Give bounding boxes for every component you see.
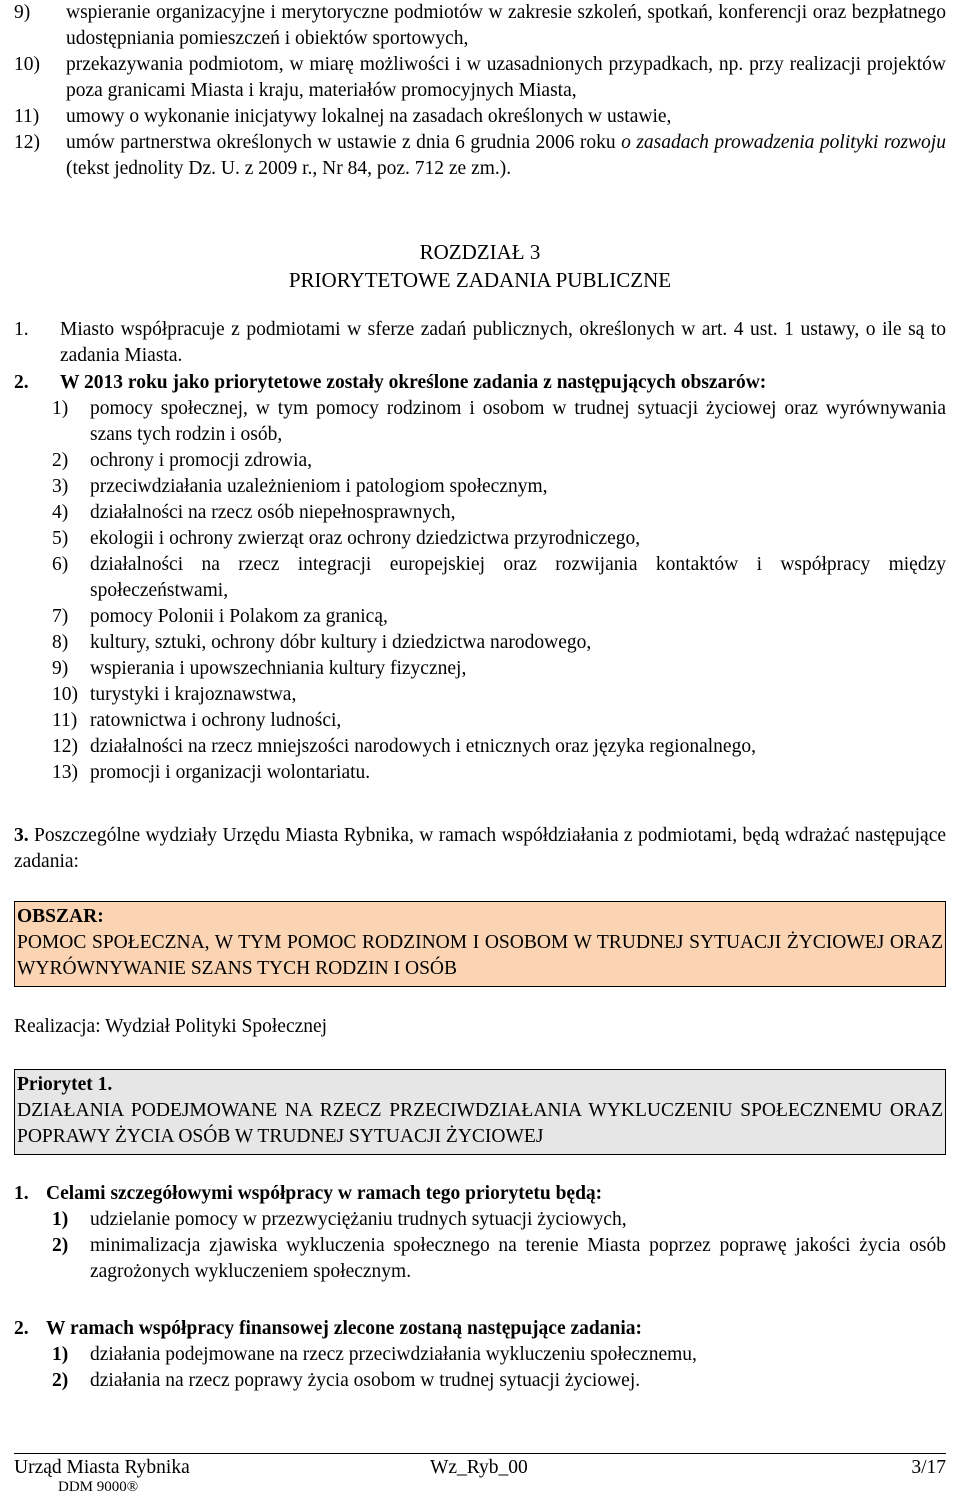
- goals-heading-text: Celami szczegółowymi współpracy w ramach tego priorytetu będą:: [46, 1183, 603, 1204]
- list-number: 8): [52, 632, 69, 653]
- priority-label: Priorytet 1.: [17, 1074, 113, 1095]
- list-number: 10): [52, 684, 78, 705]
- list-number: 1): [52, 398, 69, 419]
- list-text: ratownictwa i ochrony ludności,: [90, 710, 342, 731]
- list-number: 1): [52, 1209, 69, 1230]
- list-text: (tekst jednolity Dz. U. z 2009 r., Nr 84, poz. 712 ze zm.).: [66, 158, 512, 179]
- section-number: 1.: [14, 1183, 29, 1204]
- list-item: [14, 52, 946, 104]
- list-text: pomocy społecznej, w tym pomocy rodzinom i osobom w trudnej sytuacji życiowej oraz wyrównywania szans tych rodzin i osób,: [90, 398, 946, 445]
- section-text: Poszczególne wydziały Urzędu Miasta Rybnika, w ramach współdziałania z podmiotami, będą wdrażać następujące zadania:: [14, 825, 946, 872]
- list-item: [52, 630, 946, 656]
- list-item: [52, 1342, 946, 1368]
- tasks-heading: [14, 1316, 946, 1342]
- list-text: ochrony i promocji zdrowia,: [90, 450, 313, 471]
- page-footer: [14, 1453, 946, 1495]
- list-item: [52, 448, 946, 474]
- list-item: [14, 0, 946, 52]
- footer-sub: DDM 9000®: [58, 1479, 139, 1495]
- list-text: działalności na rzecz osób niepełnosprawnych,: [90, 502, 456, 523]
- list-text: ekologii i ochrony zwierząt oraz ochrony dziedzictwa przyrodniczego,: [90, 528, 641, 549]
- list-text: działalności na rzecz mniejszości narodowych i etnicznych oraz języka regionalnego,: [90, 736, 756, 757]
- list-text: minimalizacja zjawiska wykluczenia społecznego na terenie Miasta poprzez poprawę jakości życia osób zagrożonych wykluczeniem społecznym.: [90, 1235, 946, 1282]
- area-box: [14, 901, 946, 987]
- list-text: wspierania i upowszechniania kultury fizycznej,: [90, 658, 467, 679]
- footer-document-code: Wz_Ryb_00: [430, 1457, 528, 1478]
- area-text: POMOC SPOŁECZNA, W TYM POMOC RODZINOM I OSOBOM W TRUDNEJ SYTUACJI ŻYCIOWEJ ORAZ WYRÓWNYWANIE SZANS TYCH RODZIN I OSÓB: [17, 932, 943, 979]
- list-text: działalności na rzecz integracji europejskiej oraz rozwijania kontaktów i współpracy między społeczeństwami,: [90, 554, 946, 601]
- footer-page-number: 3/17: [911, 1457, 946, 1478]
- tasks-list: [52, 1342, 946, 1394]
- list-item: [52, 396, 946, 448]
- list-number: 9): [52, 658, 69, 679]
- list-text: przekazywania podmiotom, w miarę możliwości i w uzasadnionych przypadkach, np. przy realizacji projektów poza granicami Miasta i kraju, materiałów promocyjnych Miasta,: [66, 54, 946, 101]
- list-number: 10): [14, 54, 40, 75]
- section-number: 2.: [14, 1318, 29, 1339]
- list-item: [52, 682, 946, 708]
- list-number: 2): [52, 1370, 69, 1391]
- list-item: [52, 500, 946, 526]
- chapter-number: ROZDZIAŁ 3: [419, 240, 541, 264]
- list-number: 4): [52, 502, 69, 523]
- list-number: 12): [52, 736, 78, 757]
- section-paragraph: [14, 317, 946, 369]
- list-number: 6): [52, 554, 69, 575]
- list-number: 12): [14, 132, 40, 153]
- list-number: 7): [52, 606, 69, 627]
- list-number: 3): [52, 476, 69, 497]
- footer-organization: Urząd Miasta Rybnika: [14, 1457, 190, 1478]
- list-item: [52, 1233, 946, 1285]
- list-number: 11): [14, 106, 40, 127]
- list-item: [52, 656, 946, 682]
- list-text: umów partnerstwa określonych w ustawie z dnia 6 grudnia 2006 roku: [66, 132, 622, 153]
- goals-heading: [14, 1181, 946, 1207]
- tasks-heading-text: W ramach współpracy finansowej zlecone zostaną następujące zadania:: [46, 1318, 642, 1339]
- implementation-line: Realizacja: Wydział Polityki Społecznej: [14, 1016, 328, 1037]
- law-title: o zasadach prowadzenia polityki rozwoju: [621, 132, 946, 153]
- list-number: 13): [52, 762, 78, 783]
- section-1: [14, 317, 946, 369]
- list-text: wspieranie organizacyjne i merytoryczne podmiotów w zakresie szkoleń, spotkań, konferencji oraz bezpłatnego udostępniania pomieszczeń i obiektów sportowych,: [66, 2, 946, 49]
- list-item: [52, 604, 946, 630]
- list-text: kultury, sztuki, ochrony dóbr kultury i dziedzictwa narodowego,: [90, 632, 592, 653]
- list-text: pomocy Polonii i Polakom za granicą,: [90, 606, 388, 627]
- priority-areas-list: [52, 396, 946, 786]
- list-number: 9): [14, 2, 31, 23]
- list-text: udzielanie pomocy w przezwyciężaniu trudnych sytuacji życiowych,: [90, 1209, 627, 1230]
- list-item: [52, 760, 946, 786]
- list-item: [52, 474, 946, 500]
- list-text: działania na rzecz poprawy życia osobom w trudnej sytuacji życiowej.: [90, 1370, 641, 1391]
- list-item: [52, 1207, 946, 1233]
- list-number: 1): [52, 1344, 69, 1365]
- chapter-heading: [0, 238, 960, 294]
- list-item: [14, 130, 946, 182]
- list-item: [52, 734, 946, 760]
- list-item: [52, 552, 946, 604]
- goals-section: [14, 1181, 946, 1285]
- list-item: [52, 1368, 946, 1394]
- chapter-title: PRIORYTETOWE ZADANIA PUBLICZNE: [288, 268, 672, 292]
- list-text: promocji i organizacji wolontariatu.: [90, 762, 371, 783]
- section-number: 1.: [14, 319, 29, 340]
- list-item: [14, 104, 946, 130]
- top-list: [14, 0, 946, 182]
- list-number: 2): [52, 1235, 69, 1256]
- list-number: 2): [52, 450, 69, 471]
- area-label: OBSZAR:: [17, 906, 104, 927]
- list-item: [52, 526, 946, 552]
- priority-box: [14, 1069, 946, 1155]
- list-text: przeciwdziałania uzależnieniom i patologiom społecznym,: [90, 476, 548, 497]
- tasks-section: [14, 1316, 946, 1394]
- list-number: 5): [52, 528, 69, 549]
- section-2: [14, 370, 946, 786]
- section-heading-text: W 2013 roku jako priorytetowe zostały określone zadania z następujących obszarów:: [60, 372, 767, 393]
- section-text: Miasto współpracuje z podmiotami w sferze zadań publicznych, określonych w art. 4 ust. 1 ustawy, o ile są to zadania Miasta.: [60, 319, 946, 366]
- list-text: turystyki i krajoznawstwa,: [90, 684, 297, 705]
- section-paragraph: [14, 823, 946, 875]
- section-heading: [14, 370, 946, 396]
- priority-text: DZIAŁANIA PODEJMOWANE NA RZECZ PRZECIWDZIAŁANIA WYKLUCZENIU SPOŁECZNEMU ORAZ POPRAWY ŻYCIA OSÓB W TRUDNEJ SYTUACJI ŻYCIOWEJ: [17, 1100, 943, 1147]
- list-text: działania podejmowane na rzecz przeciwdziałania wykluczeniu społecznemu,: [90, 1344, 697, 1365]
- list-text: umowy o wykonanie inicjatywy lokalnej na zasadach określonych w ustawie,: [66, 106, 672, 127]
- section-number: 3.: [14, 825, 29, 846]
- section-number: 2.: [14, 372, 29, 393]
- list-number: 11): [52, 710, 78, 731]
- goals-list: [52, 1207, 946, 1285]
- section-3: [14, 823, 946, 875]
- list-item: [52, 708, 946, 734]
